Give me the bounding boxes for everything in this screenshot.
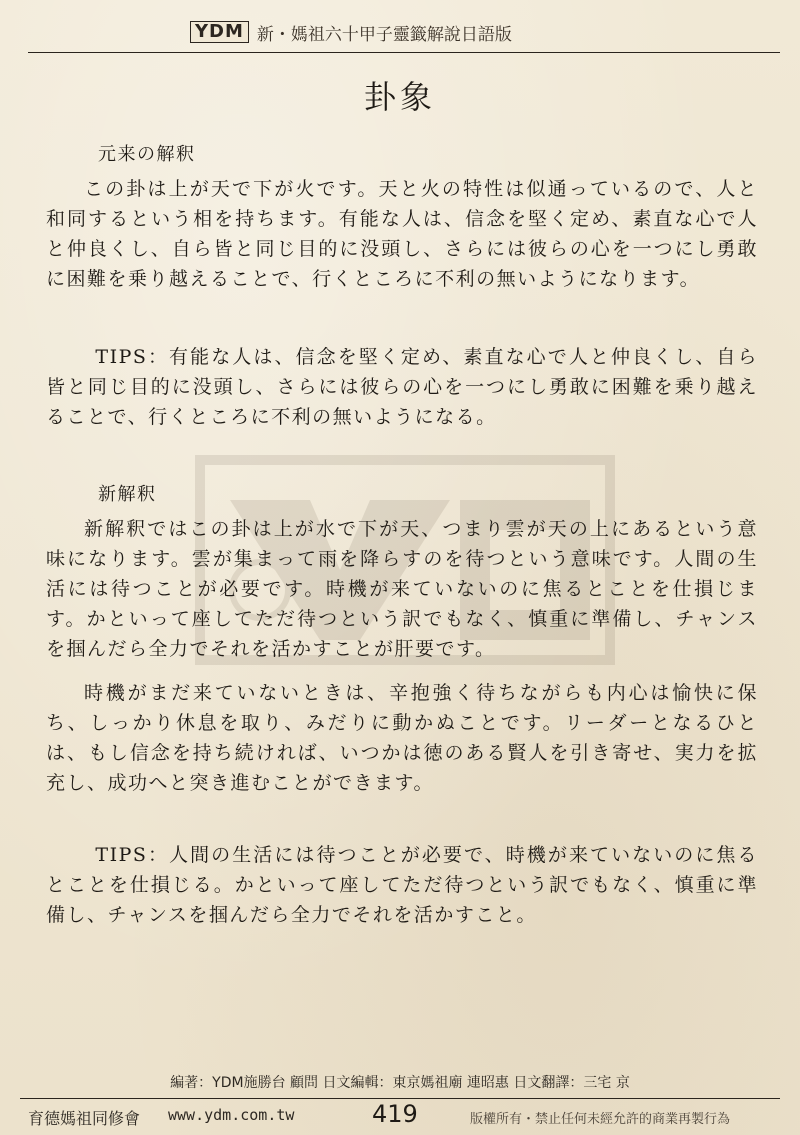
footer-url-link[interactable]: www.ydm.com.tw <box>168 1106 295 1124</box>
original-interpretation-paragraph: この卦は上が天で下が火です。天と火の特性は似通っているので、人と和同するという相を持ちます。有能な人は、信念を堅く定め、素直な心で人と仲良くし、自ら皆と同じ目的に没頭し、さらには彼らの心を一つにし勇敢に困難を乗り越えることで、行くところに不利の無いようになります。 <box>46 178 758 290</box>
footer-divider <box>20 1098 780 1099</box>
header-divider <box>28 52 780 53</box>
section-label-original: 元来の解釈 <box>98 144 196 165</box>
original-tips: TIPS：有能な人は、信念を堅く定め、素直な心で人と仲良くし、自ら皆と同じ目的に没頭し、さらには彼らの心を一つにし勇敢に困難を乗り越えることで、行くところに不利の無いようになる。 <box>46 346 758 428</box>
page-header <box>0 0 800 52</box>
header-title-group <box>190 20 512 44</box>
new-interpretation-paragraph-1: 新解釈ではこの卦は上が水で下が天、つまり雲が天の上にあるという意味になります。雲が集まって雨を降らすのを待つという意味です。人間の生活には待つことが必要です。時機が来ていないのに焦るとことを仕損じます。かといって座してただ待つという訳でもなく、慎重に準備し、チャンスを掴んだら全力でそれを活かすことが肝要です。 <box>46 518 758 660</box>
page-title: 卦象 <box>363 78 436 116</box>
footer-copyright: 版權所有・禁止任何未經允許的商業再製行為 <box>470 1112 731 1127</box>
new-tips: TIPS：人間の生活には待つことが必要で、時機が来ていないのに焦るとことを仕損じる。かといって座してただ待つという訳でもなく、慎重に準備し、チャンスを掴んだら全力でそれを活かすこと。 <box>46 844 758 926</box>
ydm-logo: YDM <box>190 21 249 43</box>
section-label-new: 新解釈 <box>98 484 157 505</box>
book-title: 新・媽祖六十甲子靈籤解說日語版 <box>256 24 512 45</box>
page-number: 419 <box>372 1100 418 1128</box>
footer-organization: 育德媽祖同修會 <box>28 1109 141 1128</box>
main-content <box>46 140 758 930</box>
credits-line: 編著：YDM施勝台 顧問 日文編輯：東京媽祖廟 連昭惠 日文翻譯：三宅 京 <box>170 1075 630 1091</box>
new-interpretation-paragraph-2: 時機がまだ来ていないときは、辛抱強く待ちながらも内心は愉快に保ち、しっかり休息を取り、みだりに動かぬことです。リーダーとなるひとは、もし信念を持ち続ければ、いつかは徳のある賢人を引き寄せ、実力を拡充し、成功へと突き進むことができます。 <box>46 682 758 794</box>
